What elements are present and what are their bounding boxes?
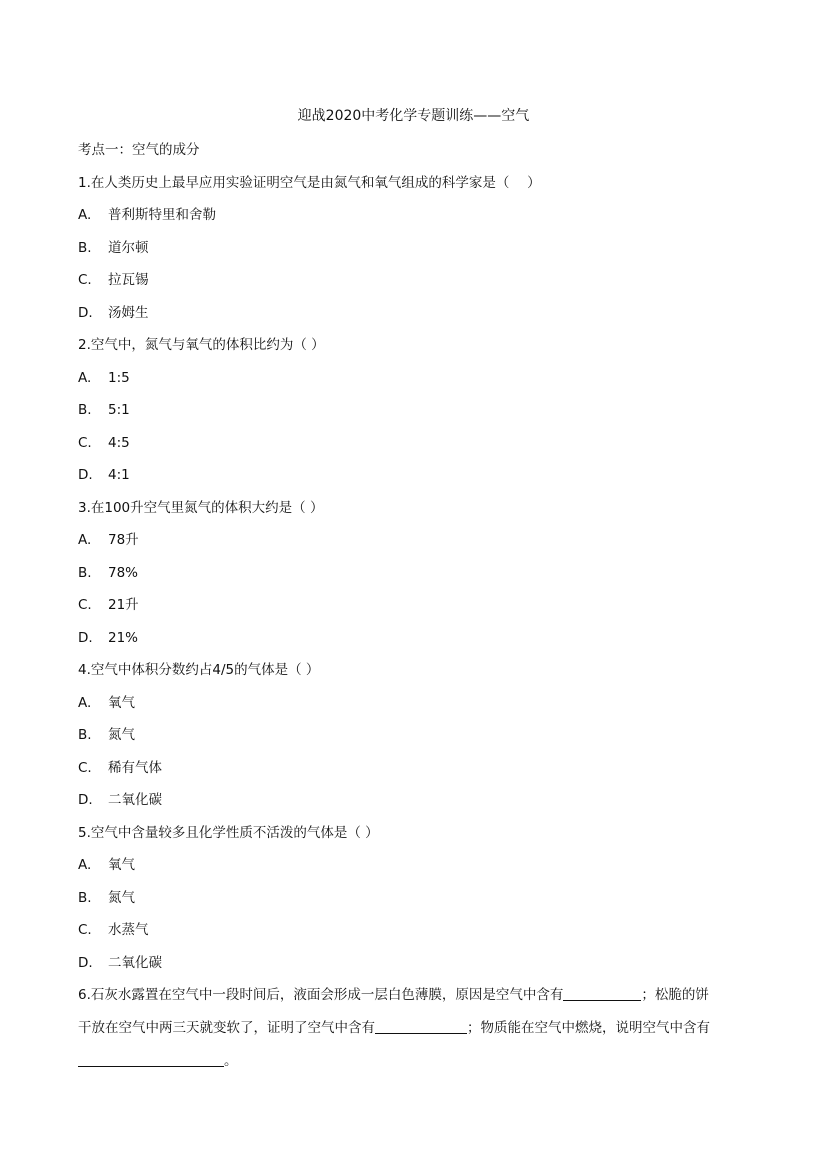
question-3-option-a: A. 78升 xyxy=(78,532,139,548)
question-1-option-a: A. 普利斯特里和舍勒 xyxy=(78,207,216,223)
question-5-stem: 5.空气中含量较多且化学性质不活泼的气体是（ ） xyxy=(78,825,379,841)
answer-blank-3[interactable] xyxy=(78,1052,224,1067)
question-2-option-a: A. 1:5 xyxy=(78,370,130,386)
question-6-line-2: 干放在空气中两三天就变软了，证明了空气中含有 ；物质能在空气中燃烧，说明空气中含有 xyxy=(78,1020,710,1036)
question-3-option-b: B. 78% xyxy=(78,565,139,581)
question-1-option-b: B. 道尔顿 xyxy=(78,240,149,256)
question-2-option-c: C. 4:5 xyxy=(78,435,130,451)
question-6-line-1: 6.石灰水露置在空气中一段时间后，液面会形成一层白色薄膜，原因是空气中含有 ；松脆的饼 xyxy=(78,987,709,1003)
question-5-option-b: B. 氮气 xyxy=(78,890,135,906)
question-3-stem: 3.在100升空气里氮气的体积大约是（ ） xyxy=(78,500,324,516)
question-6-line-3: 。 xyxy=(78,1052,238,1070)
question-4-option-c: C. 稀有气体 xyxy=(78,760,162,776)
question-4-stem: 4.空气中体积分数约占4/5的气体是（ ） xyxy=(78,662,320,678)
page-title: 迎战2020中考化学专题训练——空气 xyxy=(297,108,530,124)
question-4-option-d: D. 二氧化碳 xyxy=(78,792,162,808)
question-4-option-a: A. 氧气 xyxy=(78,695,135,711)
answer-blank-1[interactable] xyxy=(563,986,641,1001)
question-1-option-d: D. 汤姆生 xyxy=(78,305,149,321)
question-1-stem: 1.在人类历史上最早应用实验证明空气是由氮气和氧气组成的科学家是（ ） xyxy=(78,175,541,191)
question-2-stem: 2.空气中，氮气与氧气的体积比约为（ ） xyxy=(78,337,325,353)
question-5-option-c: C. 水蒸气 xyxy=(78,922,149,938)
question-2-option-d: D. 4:1 xyxy=(78,467,130,483)
question-1-option-c: C. 拉瓦锡 xyxy=(78,272,149,288)
question-2-option-b: B. 5:1 xyxy=(78,402,130,418)
question-5-option-d: D. 二氧化碳 xyxy=(78,955,162,971)
question-3-option-c: C. 21升 xyxy=(78,597,139,613)
question-3-option-d: D. 21% xyxy=(78,630,139,646)
section-heading: 考点一：空气的成分 xyxy=(78,142,200,158)
answer-blank-2[interactable] xyxy=(375,1019,467,1034)
question-4-option-b: B. 氮气 xyxy=(78,727,135,743)
question-5-option-a: A. 氧气 xyxy=(78,857,135,873)
